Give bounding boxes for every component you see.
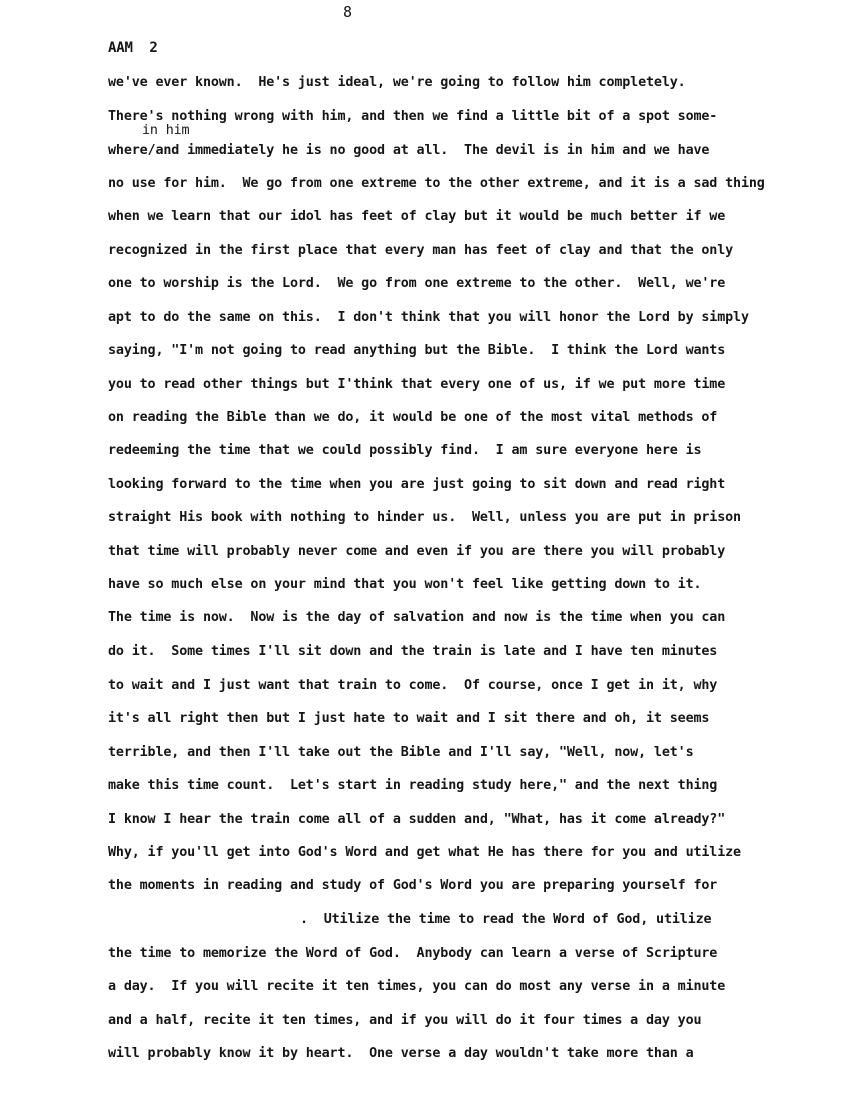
text-line-5: when we learn that our idol has feet of clay but it would be much better if we [108, 209, 726, 224]
page-header: AAM 2 [108, 40, 158, 56]
text-line-7: one to worship is the Lord. We go from one extreme to the other. Well, we're [108, 276, 726, 291]
page-number: 8 [343, 3, 352, 21]
text-line-19: to wait and I just want that train to come. Of course, once I get in it, why [108, 678, 718, 693]
text-line-13: looking forward to the time when you are just going to sit down and read right [108, 477, 726, 492]
text-line-8: apt to do the same on this. I don't think that you will honor the Lord by simply [108, 310, 749, 325]
text-line-1: we've ever known. He's just ideal, we're going to follow him completely. [108, 75, 686, 90]
text-line-30: will probably know it by heart. One verse a day wouldn't take more than a [108, 1046, 694, 1061]
text-line-12: redeeming the time that we could possibly find. I am sure everyone here is [108, 443, 702, 458]
text-line-6: recognized in the first place that every man has feet of clay and that the only [108, 243, 734, 258]
text-line-16: have so much else on your mind that you won't feel like getting down to it. [108, 577, 702, 592]
text-line-9: saying, "I'm not going to read anything but the Bible. I think the Lord wants [108, 343, 726, 358]
text-line-3: where/and immediately he is no good at all. The devil is in him and we have [108, 143, 710, 158]
text-line-2: There's nothing wrong with him, and then we find a little bit of a spot some- [108, 109, 718, 124]
text-line-21: terrible, and then I'll take out the Bible and I'll say, "Well, now, let's [108, 745, 694, 760]
text-line-18: do it. Some times I'll sit down and the train is late and I have ten minutes [108, 644, 718, 659]
text-line-26: . Utilize the time to read the Word of God, utilize [300, 912, 712, 927]
text-line-23: I know I hear the train come all of a sudden and, "What, has it come already?" [108, 812, 726, 827]
text-line-24: Why, if you'll get into God's Word and get what He has there for you and utilize [108, 845, 741, 860]
text-line-27: the time to memorize the Word of God. Anybody can learn a verse of Scripture [108, 946, 718, 961]
text-line-4: no use for him. We go from one extreme to the other extreme, and it is a sad thing [108, 176, 765, 191]
text-line-29: and a half, recite it ten times, and if you will do it four times a day you [108, 1013, 702, 1028]
text-line-15: that time will probably never come and even if you are there you will probably [108, 544, 726, 559]
text-line-10: you to read other things but I'think that every one of us, if we put more time [108, 377, 726, 392]
text-line-25: the moments in reading and study of God's Word you are preparing yourself for [108, 878, 718, 893]
text-line-20: it's all right then but I just hate to wait and I sit there and oh, it seems [108, 711, 710, 726]
text-line-22: make this time count. Let's start in reading study here," and the next thing [108, 778, 718, 793]
text-line-17: The time is now. Now is the day of salvation and now is the time when you can [108, 610, 726, 625]
text-line-11: on reading the Bible than we do, it would be one of the most vital methods of [108, 410, 718, 425]
handwritten-insertion: in him [142, 123, 190, 138]
text-line-14: straight His book with nothing to hinder us. Well, unless you are put in prison [108, 510, 741, 525]
text-line-28: a day. If you will recite it ten times, you can do most any verse in a minute [108, 979, 726, 994]
